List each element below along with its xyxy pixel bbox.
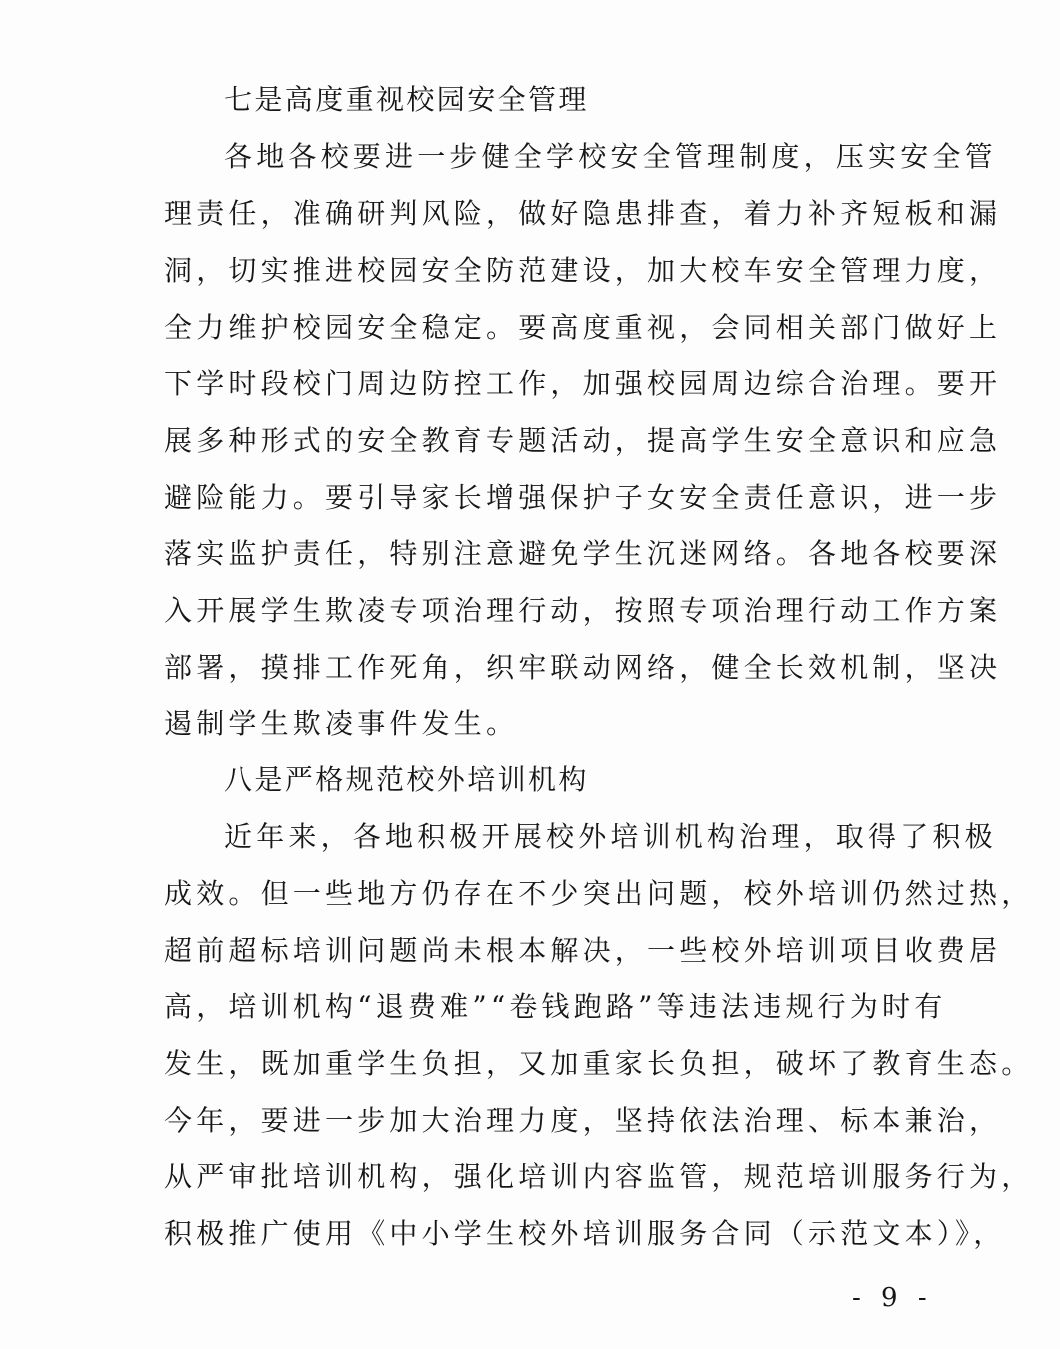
paragraph-line: 下学时段校门周边防控工作，加强校园周边综合治理。要开 — [164, 367, 1002, 400]
paragraph-line: 展多种形式的安全教育专题活动，提高学生安全意识和应急 — [164, 424, 1002, 457]
paragraph-line: 发生，既加重学生负担，又加重家长负担，破坏了教育生态。 — [164, 1047, 1034, 1080]
paragraph-line: 近年来，各地积极开展校外培训机构治理，取得了积极 — [224, 820, 997, 853]
paragraph-line: 部署，摸排工作死角，织牢联动网络，健全长效机制，坚决 — [164, 651, 1002, 684]
paragraph-line: 理责任，准确研判风险，做好隐患排查，着力补齐短板和漏 — [164, 197, 1002, 230]
paragraph-line: 入开展学生欺凌专项治理行动，按照专项治理行动工作方案 — [164, 594, 1002, 627]
paragraph-line: 全力维护校园安全稳定。要高度重视，会同相关部门做好上 — [164, 311, 1002, 344]
paragraph-line: 落实监护责任，特别注意避免学生沉迷网络。各地各校要深 — [164, 537, 1002, 570]
paragraph-line: 遏制学生欺凌事件发生。 — [164, 707, 519, 740]
paragraph-line: 积极推广使用《中小学生校外培训服务合同（示范文本）》， — [164, 1217, 1006, 1250]
paragraph-line: 各地各校要进一步健全学校安全管理制度，压实安全管 — [224, 140, 997, 173]
section-heading-8: 八是严格规范校外培训机构 — [224, 763, 589, 796]
paragraph-line: 从严审批培训机构，强化培训内容监管，规范培训服务行为， — [164, 1160, 1034, 1193]
page-number: - 9 - — [852, 1283, 933, 1313]
paragraph-line: 成效。但一些地方仍存在不少突出问题，校外培训仍然过热， — [164, 877, 1034, 910]
paragraph-line: 避险能力。要引导家长增强保护子女安全责任意识，进一步 — [164, 481, 1002, 514]
paragraph-line: 高，培训机构“退费难”“卷钱跑路”等违法违规行为时有 — [164, 990, 947, 1023]
paragraph-line: 今年，要进一步加大治理力度，坚持依法治理、标本兼治， — [164, 1104, 1002, 1137]
paragraph-line: 洞，切实推进校园安全防范建设，加大校车安全管理力度， — [164, 254, 1002, 287]
section-heading-7: 七是高度重视校园安全管理 — [224, 83, 589, 116]
paragraph-line: 超前超标培训问题尚未根本解决，一些校外培训项目收费居 — [164, 934, 1002, 967]
